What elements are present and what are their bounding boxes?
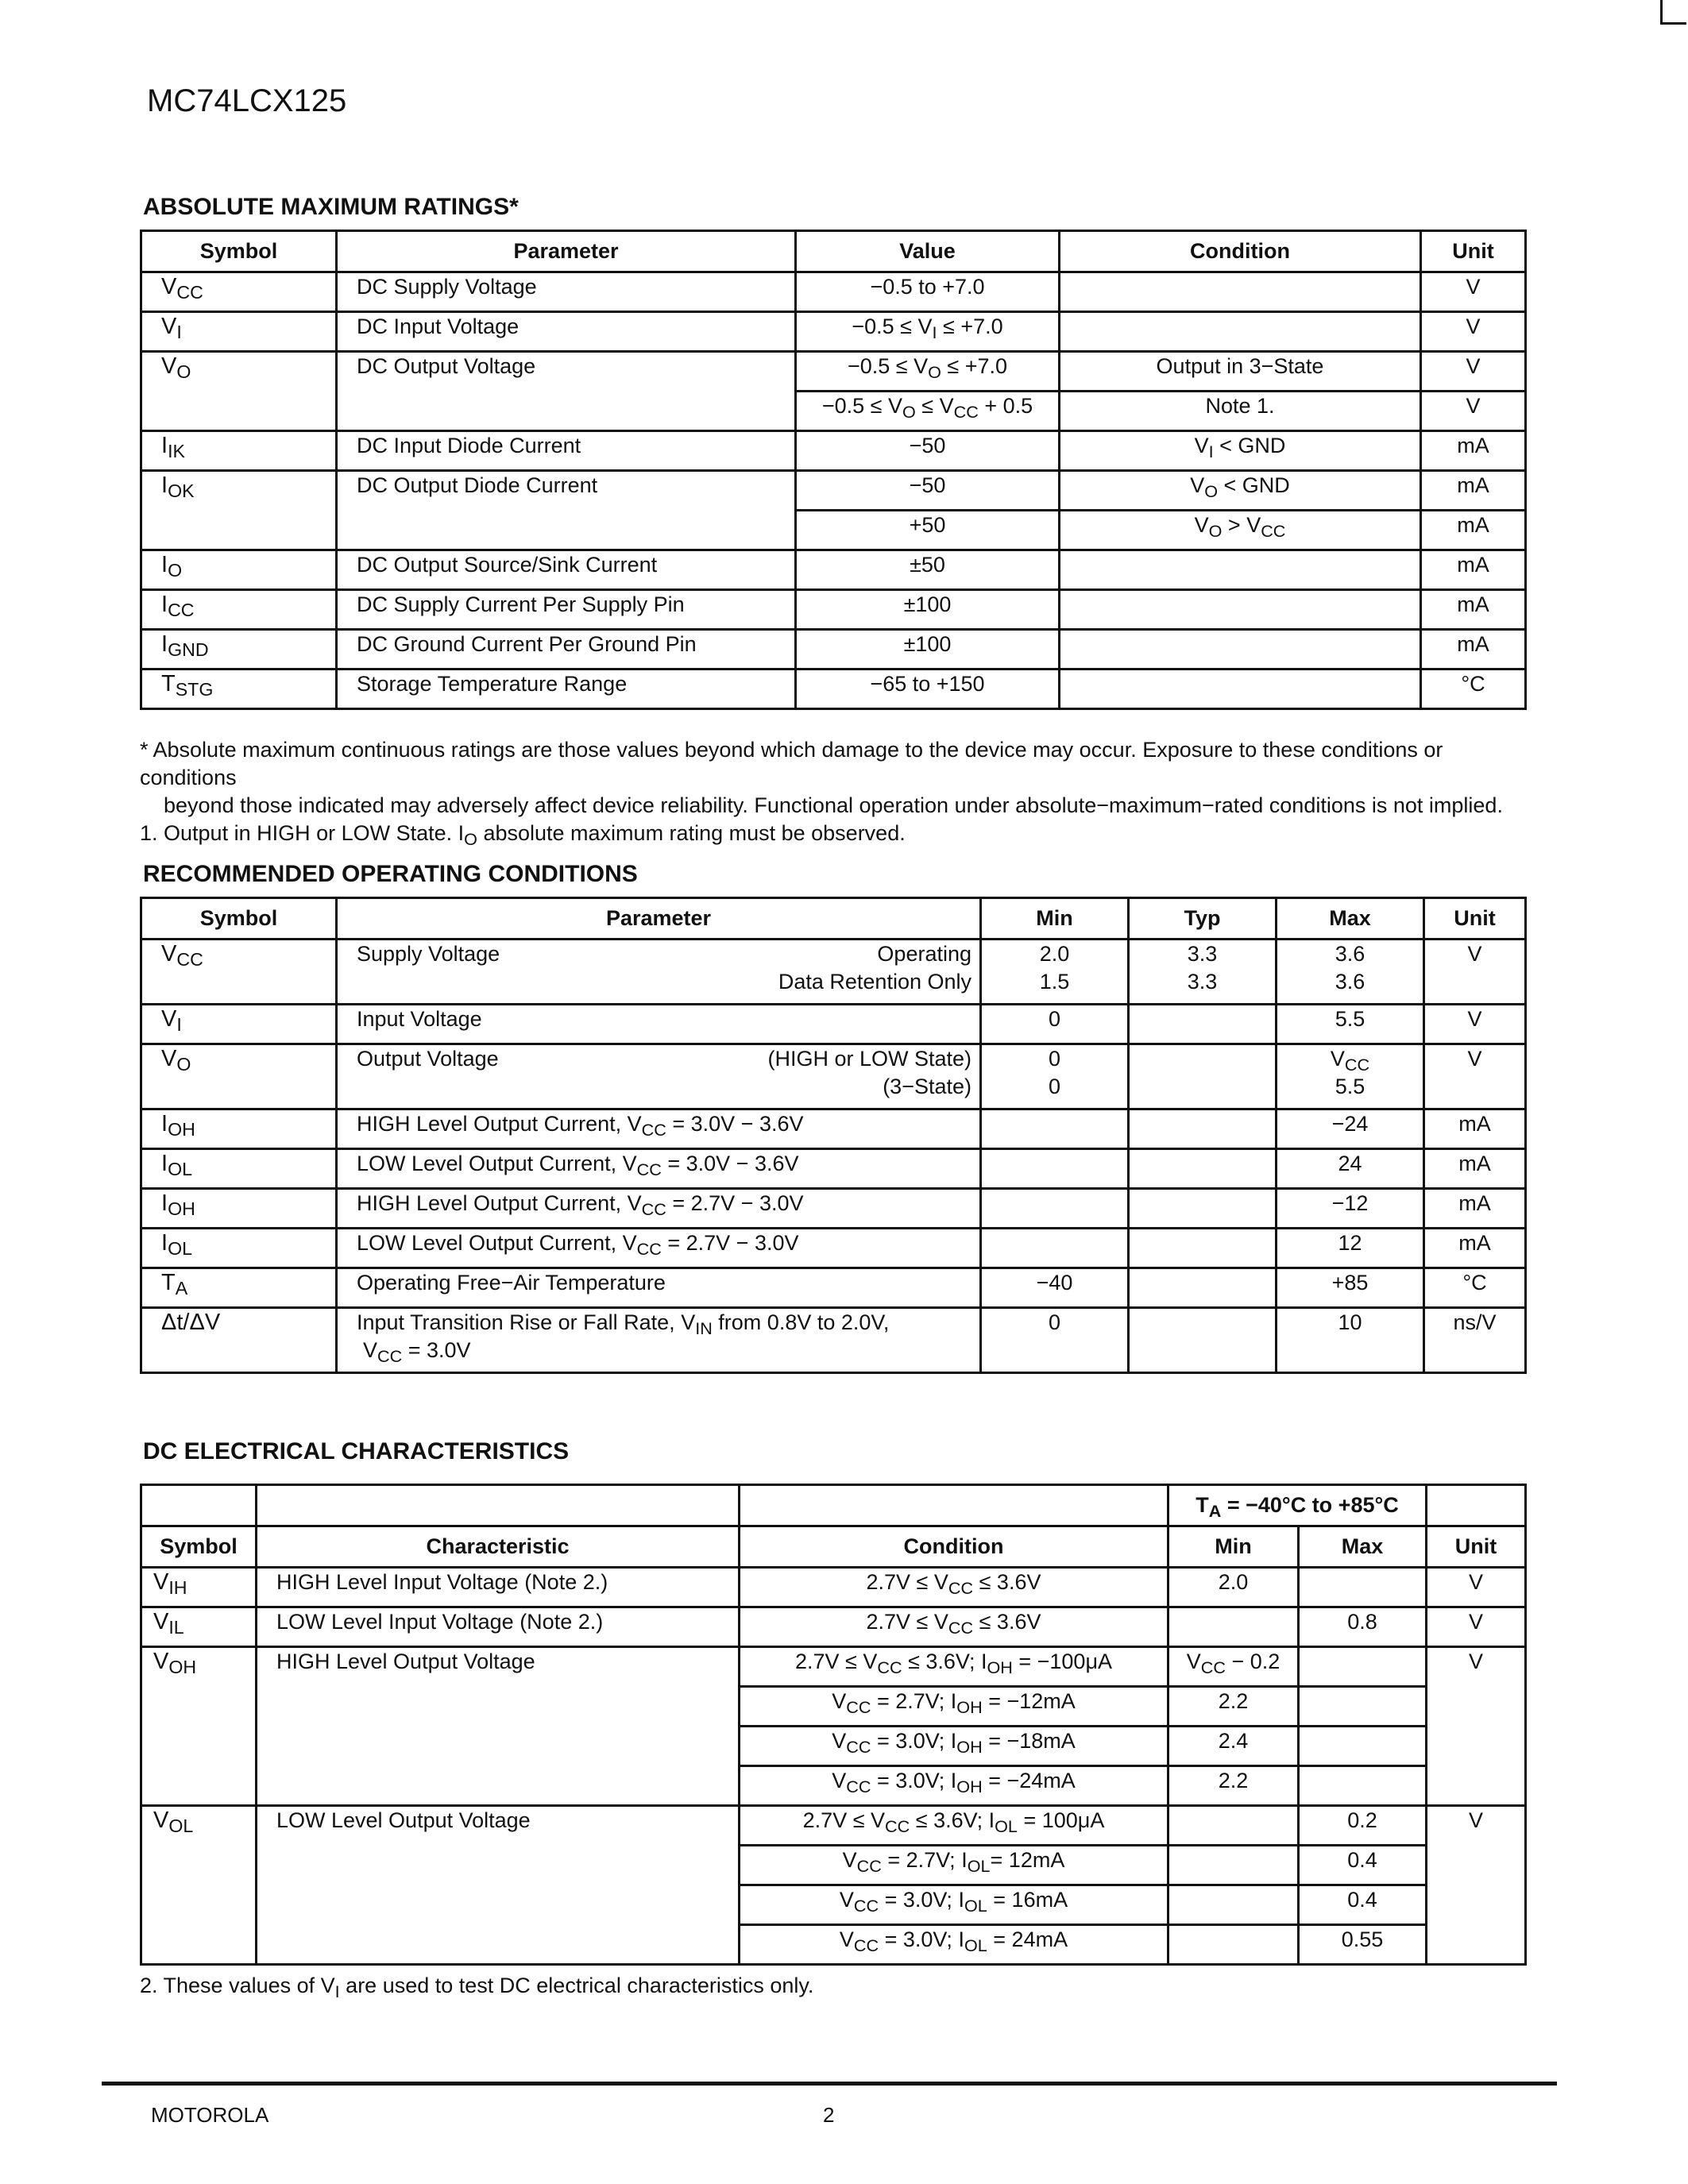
- parameter-cell: Operating Free−Air Temperature: [337, 1268, 981, 1308]
- condition-cell: [1060, 272, 1421, 312]
- value-cell: ±100: [796, 590, 1060, 630]
- symbol-cell: $V_O$: [141, 352, 337, 392]
- abs-max-table: [140, 230, 1527, 710]
- symbol-cell: $V_O$: [141, 1044, 337, 1109]
- symbol-cell: $I_{GND}$: [141, 630, 337, 669]
- value-cell: +50: [796, 511, 1060, 550]
- unit-cell: °C: [1421, 669, 1526, 709]
- symbol-cell: [141, 511, 337, 550]
- symbol-cell: $V_{CC}$: [141, 940, 337, 1005]
- table-row: [141, 1308, 1526, 1373]
- unit-cell: V: [1424, 1005, 1526, 1044]
- max-cell: 3.6 3.6: [1277, 940, 1424, 1005]
- col-header: Unit: [1421, 231, 1526, 272]
- unit-cell: V: [1427, 1647, 1526, 1806]
- characteristic-cell: HIGH Level Input Voltage (Note 2.): [257, 1568, 740, 1607]
- symbol-cell: $V_{CC}$: [141, 272, 337, 312]
- unit-cell: V: [1421, 312, 1526, 352]
- note-star-cont: beyond those indicated may adversely affect device reliability. Functional operation under absolute−maximum−rated conditions is not implied.: [164, 793, 1503, 817]
- symbol-cell: $I_{IK}$: [141, 431, 337, 471]
- max-cell: [1299, 1687, 1427, 1727]
- typ-cell: [1129, 1229, 1277, 1268]
- unit-cell: mA: [1424, 1229, 1526, 1268]
- symbol-cell: $I_{OL}$: [141, 1149, 337, 1189]
- parameter-cell: HIGH Level Output Current, $V_{CC} = 2.7V - 3.0V$: [337, 1189, 981, 1229]
- symbol-cell: $I_{CC}$: [141, 590, 337, 630]
- parameter-cell: DC Input Diode Current: [337, 431, 796, 471]
- col-header: Max: [1299, 1526, 1427, 1568]
- symbol-cell: [141, 392, 337, 431]
- parameter-cell: Input Voltage: [337, 1005, 981, 1044]
- condition-cell: $2.7V \le V_{CC} \le 3.6V$; $I_{OH} = -100\mu A$: [740, 1647, 1168, 1687]
- max-cell: [1299, 1766, 1427, 1806]
- symbol-cell: Δt/ΔV: [141, 1308, 337, 1373]
- unit-cell: mA: [1421, 471, 1526, 511]
- table-row: [141, 590, 1526, 630]
- unit-cell: V: [1424, 940, 1526, 1005]
- typ-cell: 3.3 3.3: [1129, 940, 1277, 1005]
- note-star: * Absolute maximum continuous ratings are those values beyond which damage to the device may occur. Exposure to these conditions or conditions: [140, 738, 1443, 789]
- unit-cell: V: [1424, 1044, 1526, 1109]
- parameter-cell: DC Supply Current Per Supply Pin: [337, 590, 796, 630]
- parameter-cell: Supply Voltage Operating Data Retention Only: [337, 940, 981, 1005]
- parameter-cell: DC Supply Voltage: [337, 272, 796, 312]
- col-header: Symbol: [141, 898, 337, 940]
- unit-cell: mA: [1421, 630, 1526, 669]
- unit-cell: mA: [1421, 550, 1526, 590]
- col-header: Value: [796, 231, 1060, 272]
- symbol-cell: $I_{OH}$: [141, 1189, 337, 1229]
- max-cell: [1299, 1568, 1427, 1607]
- condition-cell: Note 1.: [1060, 392, 1421, 431]
- condition-cell: $2.7V \le V_{CC} \le 3.6V$; $I_{OL} = 100\mu A$: [740, 1806, 1168, 1846]
- condition-cell: $V_{CC} = 3.0V$; $I_{OH} = -24mA$: [740, 1766, 1168, 1806]
- condition-cell: [1060, 590, 1421, 630]
- value-cell: −50: [796, 431, 1060, 471]
- value-cell: −50: [796, 471, 1060, 511]
- col-header: Unit: [1424, 898, 1526, 940]
- value-cell: ±100: [796, 630, 1060, 669]
- min-cell: 2.0 1.5: [981, 940, 1129, 1005]
- unit-cell: V: [1421, 272, 1526, 312]
- characteristic-cell: LOW Level Output Voltage: [257, 1806, 740, 1965]
- max-cell: 0.8: [1299, 1607, 1427, 1647]
- min-cell: −40: [981, 1268, 1129, 1308]
- min-cell: [1168, 1806, 1299, 1846]
- col-header: Parameter: [337, 231, 796, 272]
- unit-cell: V: [1427, 1568, 1526, 1607]
- abs-max-title: ABSOLUTE MAXIMUM RATINGS*: [143, 194, 519, 220]
- condition-cell: $2.7V \le V_{CC} \le 3.6V$: [740, 1607, 1168, 1647]
- parameter-cell: LOW Level Output Current, $V_{CC} = 3.0V - 3.6V$: [337, 1149, 981, 1189]
- table-row: [141, 669, 1526, 709]
- note-1: 1. Output in HIGH or LOW State. $I_O$ absolute maximum rating must be observed.: [140, 821, 906, 849]
- min-cell: [1168, 1846, 1299, 1885]
- col-header: Characteristic: [257, 1526, 740, 1568]
- typ-cell: [1129, 1189, 1277, 1229]
- table-row: [141, 471, 1526, 511]
- crop-mark: [1660, 0, 1686, 25]
- condition-cell: $V_{CC} = 3.0V$; $I_{OL} = 24mA$: [740, 1925, 1168, 1965]
- min-cell: 0: [981, 1005, 1129, 1044]
- dc-note-2: 2. These values of $V_I$ are used to test DC electrical characteristics only.: [140, 1974, 814, 2001]
- max-cell: [1299, 1647, 1427, 1687]
- page-title: MC74LCX125: [147, 83, 347, 118]
- parameter-cell: HIGH Level Output Current, $V_{CC} = 3.0V - 3.6V$: [337, 1109, 981, 1149]
- parameter-cell: LOW Level Output Current, $V_{CC} = 2.7V - 3.0V$: [337, 1229, 981, 1268]
- min-cell: 2.2: [1168, 1687, 1299, 1727]
- unit-cell: V: [1427, 1806, 1526, 1965]
- unit-cell: mA: [1424, 1149, 1526, 1189]
- table-row: [141, 1149, 1526, 1189]
- table-row: [141, 352, 1526, 392]
- unit-cell: °C: [1424, 1268, 1526, 1308]
- symbol-cell: $V_{IH}$: [141, 1568, 257, 1607]
- symbol-cell: $I_{OL}$: [141, 1229, 337, 1268]
- max-cell: 10: [1277, 1308, 1424, 1373]
- max-cell: 0.4: [1299, 1846, 1427, 1885]
- col-header: Max: [1277, 898, 1424, 940]
- min-cell: 2.0: [1168, 1568, 1299, 1607]
- table-row: [141, 1109, 1526, 1149]
- max-cell: −24: [1277, 1109, 1424, 1149]
- value-cell: −65 to +150: [796, 669, 1060, 709]
- min-cell: 0 0: [981, 1044, 1129, 1109]
- value-cell: $-0.5 \le V_O \le +7.0$: [796, 352, 1060, 392]
- condition-cell: $V_O$ < GND: [1060, 471, 1421, 511]
- max-cell: 0.2: [1299, 1806, 1427, 1846]
- condition-cell: $V_{CC} = 2.7V$; $I_{OH} = -12mA$: [740, 1687, 1168, 1727]
- table-row: [141, 511, 1526, 550]
- col-header: Typ: [1129, 898, 1277, 940]
- symbol-cell: $V_I$: [141, 1005, 337, 1044]
- temp-range-header: $T_A = -40^\circ C$ to +85°C: [1168, 1485, 1427, 1526]
- col-header: Condition: [1060, 231, 1421, 272]
- parameter-cell: Output Voltage (HIGH or LOW State) (3−State): [337, 1044, 981, 1109]
- unit-cell: mA: [1424, 1109, 1526, 1149]
- unit-cell: V: [1421, 392, 1526, 431]
- col-header: Symbol: [141, 1526, 257, 1568]
- value-cell: $-0.5 \le V_O \le V_{CC} + 0.5$: [796, 392, 1060, 431]
- parameter-cell: Storage Temperature Range: [337, 669, 796, 709]
- dc-char-title: DC ELECTRICAL CHARACTERISTICS: [143, 1438, 570, 1464]
- symbol-cell: $V_I$: [141, 312, 337, 352]
- min-cell: 2.4: [1168, 1727, 1299, 1766]
- table-row: [141, 312, 1526, 352]
- parameter-cell: Input Transition Rise or Fall Rate, $V_{IN}$ from 0.8V to 2.0V, $V_{CC} = 3.0V$: [337, 1308, 981, 1373]
- table-row: [141, 1568, 1526, 1607]
- table-row: [141, 431, 1526, 471]
- col-header: Condition: [740, 1526, 1168, 1568]
- characteristic-cell: HIGH Level Output Voltage: [257, 1647, 740, 1806]
- min-cell: [1168, 1607, 1299, 1647]
- typ-cell: [1129, 1005, 1277, 1044]
- parameter-cell: DC Output Diode Current: [337, 471, 796, 511]
- condition-cell: $V_{CC} = 2.7V$; $I_{OL}= 12mA$: [740, 1846, 1168, 1885]
- table-row: [141, 1607, 1526, 1647]
- col-header: Symbol: [141, 231, 337, 272]
- dc-char-table: [140, 1484, 1527, 1966]
- footer-company: MOTOROLA: [151, 2103, 269, 2127]
- table-row: [141, 1229, 1526, 1268]
- max-cell: 0.55: [1299, 1925, 1427, 1965]
- unit-cell: V: [1421, 352, 1526, 392]
- footer-rule: [102, 2082, 1557, 2086]
- rec-op-title: RECOMMENDED OPERATING CONDITIONS: [143, 861, 638, 887]
- value-cell: $-0.5 \le V_I \le +7.0$: [796, 312, 1060, 352]
- max-cell: +85: [1277, 1268, 1424, 1308]
- footer-page-number: 2: [823, 2103, 835, 2127]
- symbol-cell: $T_A$: [141, 1268, 337, 1308]
- table-row: [141, 630, 1526, 669]
- condition-cell: $V_{CC} = 3.0V$; $I_{OL} = 16mA$: [740, 1885, 1168, 1925]
- condition-cell: Output in 3−State: [1060, 352, 1421, 392]
- max-cell: 12: [1277, 1229, 1424, 1268]
- typ-cell: [1129, 1308, 1277, 1373]
- col-header: Min: [1168, 1526, 1299, 1568]
- min-cell: [981, 1229, 1129, 1268]
- unit-cell: mA: [1421, 511, 1526, 550]
- min-cell: [981, 1189, 1129, 1229]
- table-row: [141, 550, 1526, 590]
- value-cell: −0.5 to +7.0: [796, 272, 1060, 312]
- max-cell: −12: [1277, 1189, 1424, 1229]
- unit-cell: ns/V: [1424, 1308, 1526, 1373]
- condition-cell: [1060, 550, 1421, 590]
- min-cell: [1168, 1925, 1299, 1965]
- symbol-cell: $I_O$: [141, 550, 337, 590]
- abs-max-notes: [140, 736, 1530, 847]
- value-cell: ±50: [796, 550, 1060, 590]
- table-row: [141, 1005, 1526, 1044]
- table-row: [141, 1806, 1526, 1846]
- unit-cell: mA: [1421, 431, 1526, 471]
- parameter-cell: [337, 392, 796, 431]
- max-cell: 24: [1277, 1149, 1424, 1189]
- characteristic-cell: LOW Level Input Voltage (Note 2.): [257, 1607, 740, 1647]
- condition-cell: [1060, 669, 1421, 709]
- typ-cell: [1129, 1044, 1277, 1109]
- max-cell: [1299, 1727, 1427, 1766]
- table-row: [141, 1647, 1526, 1687]
- parameter-cell: DC Input Voltage: [337, 312, 796, 352]
- table-row: [141, 272, 1526, 312]
- condition-cell: $V_I$ < GND: [1060, 431, 1421, 471]
- table-row: [141, 392, 1526, 431]
- condition-cell: [1060, 630, 1421, 669]
- table-row: [141, 1268, 1526, 1308]
- col-header: Min: [981, 898, 1129, 940]
- max-cell: $V_{CC}$ 5.5: [1277, 1044, 1424, 1109]
- parameter-cell: DC Output Source/Sink Current: [337, 550, 796, 590]
- parameter-cell: DC Ground Current Per Ground Pin: [337, 630, 796, 669]
- min-cell: 2.2: [1168, 1766, 1299, 1806]
- symbol-cell: $I_{OK}$: [141, 471, 337, 511]
- condition-cell: [1060, 312, 1421, 352]
- typ-cell: [1129, 1268, 1277, 1308]
- unit-cell: mA: [1424, 1189, 1526, 1229]
- typ-cell: [1129, 1149, 1277, 1189]
- table-row: [141, 940, 1526, 1005]
- min-cell: 0: [981, 1308, 1129, 1373]
- col-header: Parameter: [337, 898, 981, 940]
- condition-cell: $V_O > V_{CC}$: [1060, 511, 1421, 550]
- min-cell: [1168, 1885, 1299, 1925]
- table-row: [141, 1189, 1526, 1229]
- table-row: [141, 1044, 1526, 1109]
- rec-op-table: [140, 897, 1527, 1374]
- min-cell: $V_{CC} - 0.2$: [1168, 1647, 1299, 1687]
- unit-cell: mA: [1421, 590, 1526, 630]
- min-cell: [981, 1109, 1129, 1149]
- symbol-cell: $V_{IL}$: [141, 1607, 257, 1647]
- symbol-cell: $V_{OH}$: [141, 1647, 257, 1806]
- unit-cell: V: [1427, 1607, 1526, 1647]
- condition-cell: $V_{CC} = 3.0V$; $I_{OH} = -18mA$: [740, 1727, 1168, 1766]
- symbol-cell: $V_{OL}$: [141, 1806, 257, 1965]
- max-cell: 0.4: [1299, 1885, 1427, 1925]
- parameter-cell: [337, 511, 796, 550]
- min-cell: [981, 1149, 1129, 1189]
- max-cell: 5.5: [1277, 1005, 1424, 1044]
- parameter-cell: DC Output Voltage: [337, 352, 796, 392]
- typ-cell: [1129, 1109, 1277, 1149]
- symbol-cell: $I_{OH}$: [141, 1109, 337, 1149]
- col-header: Unit: [1427, 1526, 1526, 1568]
- condition-cell: $2.7V \le V_{CC} \le 3.6V$: [740, 1568, 1168, 1607]
- symbol-cell: $T_{STG}$: [141, 669, 337, 709]
